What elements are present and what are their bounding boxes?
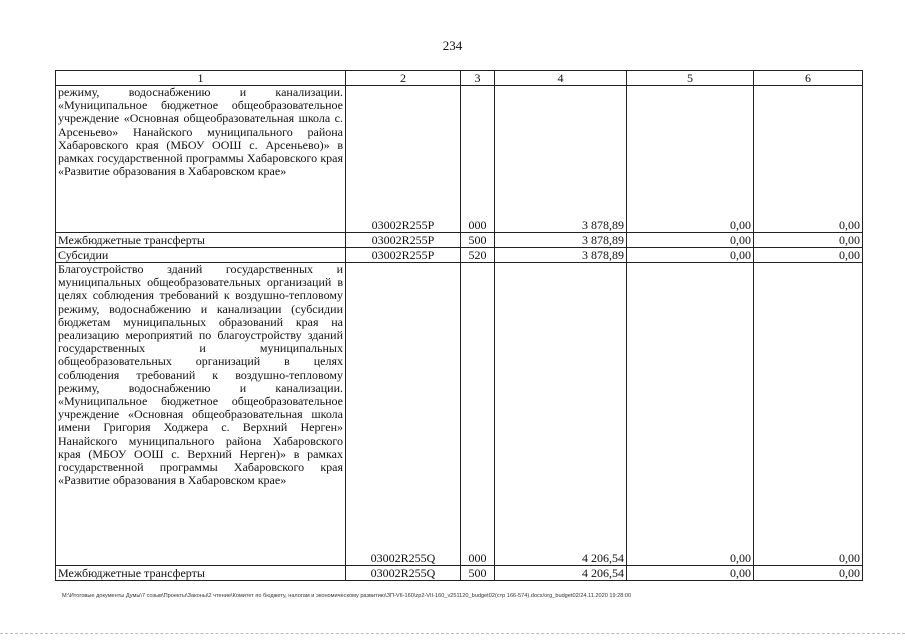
header-col-1: 1 xyxy=(56,71,346,86)
header-col-6: 6 xyxy=(754,71,863,86)
budget-table xyxy=(55,70,863,581)
row-target-code: 03002R255P xyxy=(346,248,461,263)
header-col-3: 3 xyxy=(461,71,495,86)
row-target-code: 03002R255Q xyxy=(346,566,461,581)
row-value-col5: 0,00 xyxy=(627,263,754,566)
table-row xyxy=(56,86,863,233)
row-description xyxy=(56,86,346,233)
row-description: Субсидии xyxy=(56,248,346,263)
header-col-4: 4 xyxy=(495,71,627,86)
row-target-code: 03002R255Q xyxy=(346,263,461,566)
row-description: Межбюджетные трансферты xyxy=(56,233,346,248)
row-value-col6: 0,00 xyxy=(754,566,863,581)
document-path-footer: M:\Итоговые документы Думы\7 созыв\Проекты\Законы\2 чтение\Комитет по бюджету, налогам и экономическому развитию\ЗП-VII-160\zp2-VII-160_v251120_budget02(стр 166-574).docx/org_budget02/24.11.2020 19:28:00 xyxy=(62,593,632,599)
table-header-row xyxy=(56,71,863,86)
row-value-col4: 4 206,54 xyxy=(495,566,627,581)
row-expense-type: 000 xyxy=(461,263,495,566)
row-value-col4: 3 878,89 xyxy=(495,248,627,263)
row-description-text: Благоустройство зданий государственных и муниципальных общеобразовательных организаций в целях соблюдения требований к воздушно-тепловому режиму, водоснабжению и канализации (субсидии бюджетам муниципальных образований края на реализацию мероприятий по благоустройству зданий государственных и муниципальных общеобразовательных организаций в целях соблюдения требований к воздушно-тепловому режиму, водоснабжению и канализации. «Муниципальное бюджетное общеобразовательное учреждение «Основная общеобразовательная школа имени Григория Ходжера с. Верхний Нерген» Нанайского муниципального района Хабаровского края (МБОУ ООШ с. Верхний Нерген)» в рамках государственной программы Хабаровского края «Развитие образования в Хабаровском крае» xyxy=(58,262,343,488)
row-value-col4: 3 878,89 xyxy=(495,86,627,233)
row-value-col5: 0,00 xyxy=(627,566,754,581)
row-value-col6: 0,00 xyxy=(754,233,863,248)
row-value-col5: 0,00 xyxy=(627,86,754,233)
row-description: Межбюджетные трансферты xyxy=(56,566,346,581)
row-value-col6: 0,00 xyxy=(754,86,863,233)
table-row xyxy=(56,263,863,566)
table-row xyxy=(56,233,863,248)
row-target-code: 03002R255P xyxy=(346,233,461,248)
header-col-2: 2 xyxy=(346,71,461,86)
row-value-col5: 0,00 xyxy=(627,248,754,263)
table-row xyxy=(56,248,863,263)
row-expense-type: 500 xyxy=(461,233,495,248)
row-description-text: режиму, водоснабжению и канализации. «Муниципальное бюджетное общеобразовательное учреждение «Основная общеобразовательная школа с. Арсеньево» Нанайского муниципального района Хабаровского края (МБОУ ООШ с. Арсеньево)» в рамках государственной программы Хабаровского края «Развитие образования в Хабаровском крае» xyxy=(58,85,343,179)
row-value-col6: 0,00 xyxy=(754,248,863,263)
table-row xyxy=(56,566,863,581)
row-description xyxy=(56,263,346,566)
page-number: 234 xyxy=(442,38,463,53)
row-value-col5: 0,00 xyxy=(627,233,754,248)
row-expense-type: 500 xyxy=(461,566,495,581)
row-target-code: 03002R255P xyxy=(346,86,461,233)
page-bottom-divider xyxy=(0,633,905,635)
row-value-col4: 4 206,54 xyxy=(495,263,627,566)
row-value-col6: 0,00 xyxy=(754,263,863,566)
header-col-5: 5 xyxy=(627,71,754,86)
row-expense-type: 000 xyxy=(461,86,495,233)
row-expense-type: 520 xyxy=(461,248,495,263)
row-value-col4: 3 878,89 xyxy=(495,233,627,248)
